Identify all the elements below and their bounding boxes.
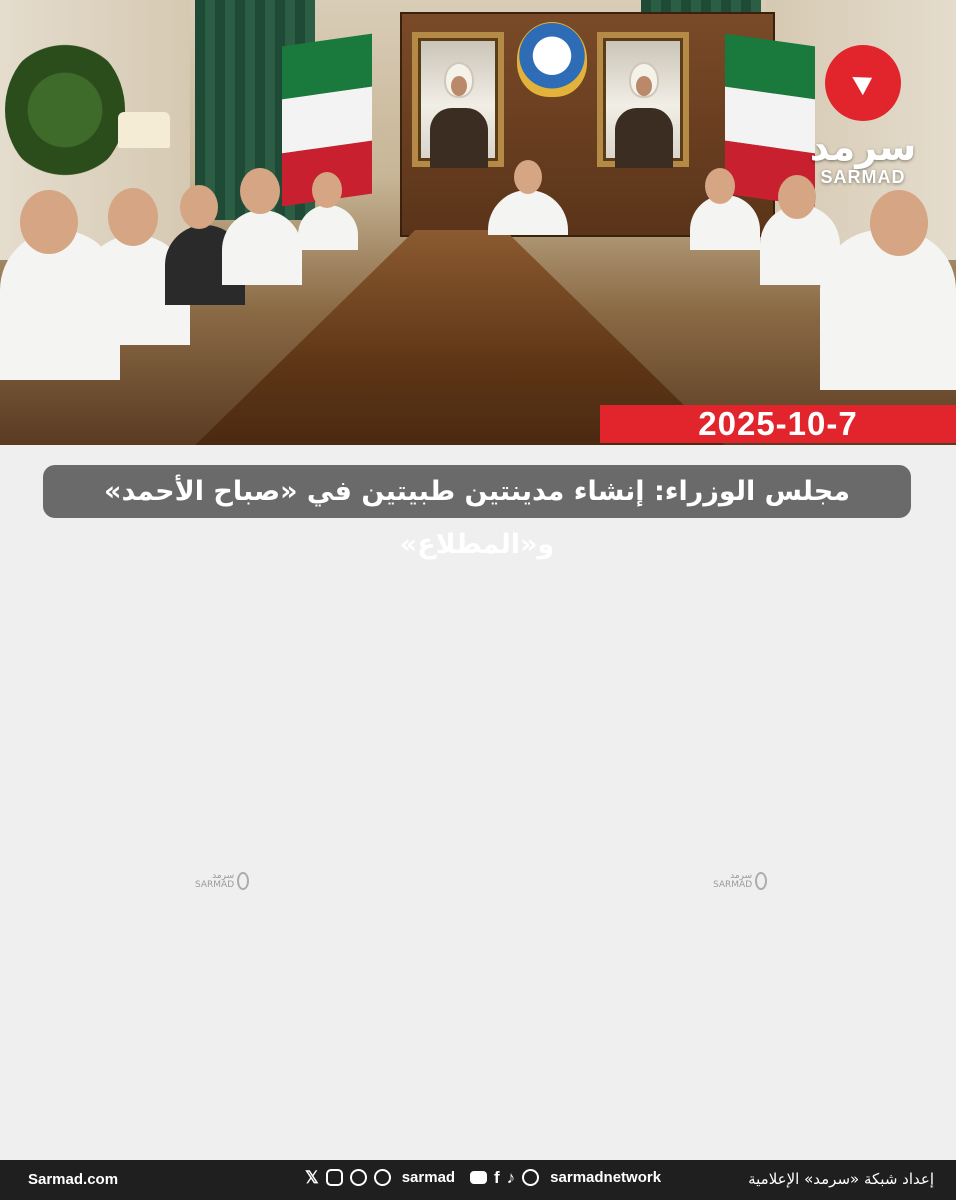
watermark-logo	[713, 870, 767, 892]
x-icon[interactable]: 𝕏	[305, 1168, 319, 1187]
tiktok-icon[interactable]: ♪	[506, 1168, 516, 1187]
attendee-head	[240, 168, 280, 214]
watermark-text: سرمد SARMAD	[195, 871, 235, 890]
portrait-left	[412, 32, 504, 167]
social-handle[interactable]: sarmad	[401, 1169, 456, 1186]
attendee-head	[20, 190, 78, 254]
watermark-logo	[195, 870, 249, 892]
social-group-2	[470, 1169, 661, 1186]
cabinet-meeting-photo	[0, 0, 956, 445]
footer-site[interactable]: Sarmad.com	[28, 1171, 119, 1188]
social-group-1	[305, 1169, 455, 1186]
snapchat-icon[interactable]	[522, 1169, 539, 1186]
social-handle[interactable]: sarmadnetwork	[550, 1169, 662, 1186]
plant	[5, 40, 125, 180]
logo-text-ar: سرمد	[809, 125, 917, 169]
attendee	[298, 205, 358, 250]
attendee-head	[514, 160, 542, 194]
attendee-head	[705, 168, 735, 204]
date-banner: 2025-10-7	[600, 405, 956, 443]
sarmad-logo	[808, 45, 918, 188]
lamp	[118, 112, 170, 148]
youtube-icon[interactable]	[470, 1171, 487, 1184]
attendee-head	[870, 190, 928, 256]
watermark-text: سرمد SARMAD	[713, 871, 753, 890]
logo-text-en: SARMAD	[820, 167, 906, 187]
attendee	[222, 210, 302, 285]
play-icon	[825, 45, 901, 121]
facebook-icon[interactable]: f	[494, 1168, 500, 1187]
footer	[0, 1160, 956, 1200]
instagram-icon[interactable]	[326, 1169, 343, 1186]
portrait-right	[597, 32, 689, 167]
attendee-head	[180, 185, 218, 229]
state-emblem	[517, 22, 587, 97]
whatsapp-icon[interactable]	[374, 1169, 391, 1186]
watermark-icon	[237, 872, 249, 890]
headline: مجلس الوزراء: إنشاء مدينتين طبيتين في «صباح الأحمد» و«المطلاع»	[43, 465, 911, 518]
attendee-head	[312, 172, 342, 208]
attendee	[820, 230, 956, 390]
footer-credit: إعداد شبكة «سرمد» الإعلامية	[748, 1170, 934, 1188]
attendee-head	[108, 188, 158, 246]
watermark-icon	[755, 872, 767, 890]
threads-icon[interactable]	[350, 1169, 367, 1186]
